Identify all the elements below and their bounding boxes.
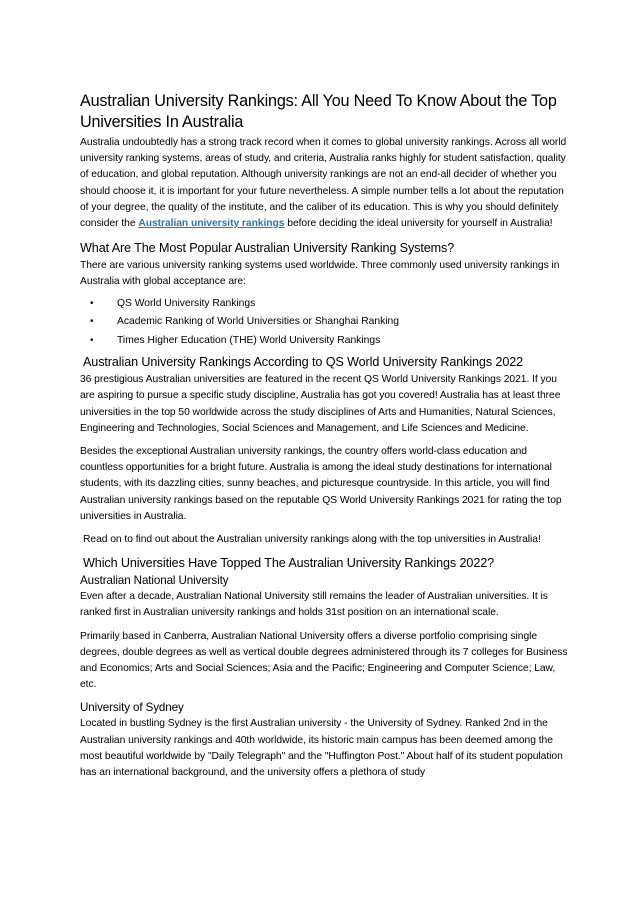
top-universities-heading: Which Universities Have Topped The Australian University Rankings 2022? [83, 556, 495, 571]
bullet-icon: • [90, 334, 94, 346]
qs-paragraph-1: 36 prestigious Australian universities are featured in the recent QS World University Rankings 2021. If you are aspiring to pursue a specific study discipline, Australia has got you covered! Australia has at least three universities in the top 50 worldwide across the study disciplines of Arts and Humanities, Natural Sciences, Engineering and Technologies, Social Sciences and Management, and Life Sciences and Medicine. [80, 374, 561, 434]
australian-university-rankings-link[interactable]: Australian university rankings [138, 218, 285, 230]
qs-paragraph-2: Besides the exceptional Australian university rankings, the country offers world-class education and countless opportunities for a bright future. Australia is among the ideal study destinations for international students, with its dazzling cities, sunny beaches, and picturesque countryside. In this article, you will find Australian university rankings based on the reputable QS World University Rankings 2021 for rating the top universities in Australia. [80, 445, 562, 522]
ranking-systems-list [80, 295, 568, 351]
page-title: Australian University Rankings: All You Need To Know About the Top Universities In Australia [80, 92, 557, 131]
list-item [90, 313, 568, 332]
anu-paragraph-2: Primarily based in Canberra, Australian National University offers a diverse portfolio comprising single degrees, double degrees as well as vertical double degrees administered through its 7 colleges for Business and Economics; Arts and Social Sciences; Asia and the Pacific; Engineering and Computer Science; Law, etc. [80, 630, 568, 691]
intro-paragraph [80, 135, 568, 232]
bullet-icon: • [90, 297, 94, 309]
systems-heading: What Are The Most Popular Australian University Ranking Systems? [80, 241, 455, 256]
anu-paragraph-1: Even after a decade, Australian National University still remains the leader of Australian universities. It is ranked first in Australian university rankings and holds 31st position on an international scale. [80, 591, 548, 619]
list-item-text: Academic Ranking of World Universities or Shanghai Ranking [117, 316, 399, 328]
sydney-paragraph-1: Located in bustling Sydney is the first Australian university - the University of Sydney. Ranked 2nd in the Australian university rankings and 40th worldwide, its historic main campus has been deemed among the most beautiful worldwide by "Daily Telegraph" and the "Huffington Post." About half of its student population has an international background, and the university offers a plethora of study [80, 718, 563, 778]
qs-paragraph-3 [80, 532, 568, 548]
qs-rankings-heading: Australian University Rankings According to QS World University Rankings 2022 [83, 355, 524, 370]
list-item [90, 295, 568, 314]
list-item-text: QS World University Rankings [117, 297, 256, 309]
systems-paragraph: There are various university ranking systems used worldwide. Three commonly used university rankings in Australia with global acceptance are: [80, 260, 560, 288]
intro-text-end: before deciding the ideal university for yourself in Australia! [284, 218, 553, 230]
list-item [90, 332, 568, 351]
anu-heading: Australian National University [80, 574, 229, 588]
qs-paragraph-3-text: Read on to find out about the Australian university rankings along with the top universities in Australia! [83, 533, 541, 545]
list-item-text: Times Higher Education (THE) World University Rankings [117, 334, 381, 346]
intro-text-start: Australia undoubtedly has a strong track record when it comes to global university rankings. Across all world university ranking systems, areas of study, and criteria, Australia ranks highly for student satisfaction, quality of education, and global reputation. Although university rankings are not an end-all decider of whether you should choose it, it is important for your future nevertheless. A simple number tells a lot about the reputation of your degree, the quality of the institute, and the caliber of its education. This is why you should definitely consider the [80, 137, 567, 230]
sydney-heading: University of Sydney [80, 701, 184, 715]
bullet-icon: • [90, 316, 94, 328]
